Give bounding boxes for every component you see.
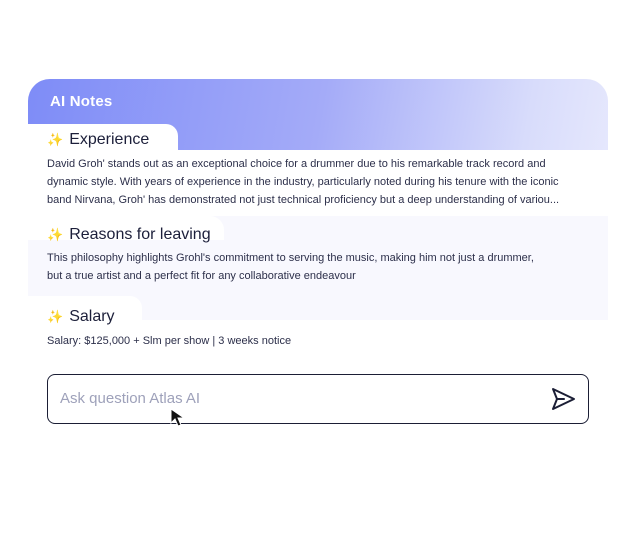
ask-question-placeholder: Ask question Atlas AI: [60, 390, 201, 407]
reasons-line-1: This philosophy highlights Grohl's commitment to serving the music, making him not just a drummer,: [47, 252, 534, 264]
experience-line-3: band Nirvana, Groh' has demonstrated not just technical proficiency but a deep understanding of variou...: [47, 194, 560, 206]
sparkle-icon: ✨: [47, 309, 64, 324]
send-icon: [550, 387, 576, 411]
experience-line-2: dynamic style. With years of experience in the industry, particularly noted during his tenure with the iconic: [47, 176, 559, 188]
mouse-cursor-icon: [170, 408, 188, 428]
sparkle-icon: ✨: [47, 227, 64, 242]
salary-title: [47, 308, 115, 326]
ai-notes-title: AI Notes: [50, 93, 113, 110]
reasons-title: [47, 226, 211, 244]
experience-body: [47, 155, 587, 209]
reasons-line-2: but a true artist and a perfect fit for any collaborative endeavour: [47, 270, 356, 282]
reasons-title-text: Reasons for leaving: [69, 226, 211, 243]
salary-title-text: Salary: [69, 308, 115, 325]
sparkle-icon: ✨: [47, 132, 64, 147]
ask-question-input[interactable]: [47, 374, 589, 424]
experience-title-text: Experience: [69, 131, 150, 148]
reasons-body: [47, 249, 587, 285]
experience-line-1: David Groh' stands out as an exceptional choice for a drummer due to his remarkable track record and: [47, 158, 546, 170]
salary-body: [47, 332, 587, 350]
send-button[interactable]: [550, 387, 576, 411]
salary-line-1: Salary: $125,000 + Slm per show | 3 weeks notice: [47, 335, 292, 347]
experience-title: [47, 131, 149, 149]
